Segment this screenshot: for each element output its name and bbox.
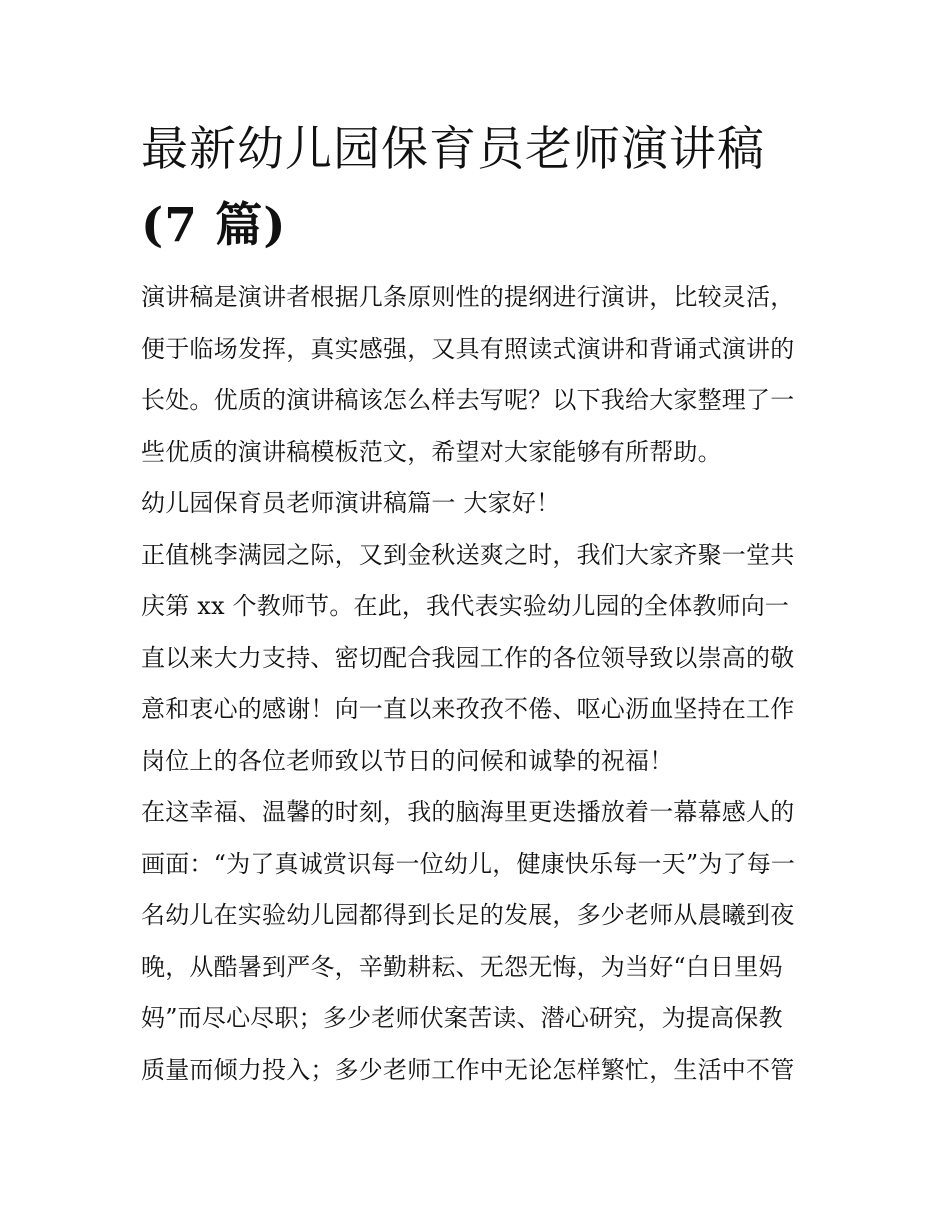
text-line: 庆第 xx 个教师节。在此，我代表实验幼儿园的全体教师向一 <box>141 592 790 620</box>
text-line: 晚，从酷暑到严冬，辛勤耕耘、无怨无悔，为当好“白日里妈 <box>141 952 783 981</box>
text-line: 便于临场发挥，真实感强，又具有照读式演讲和背诵式演讲的 <box>141 334 795 363</box>
document-body <box>141 272 821 1096</box>
intro-paragraph <box>141 272 821 478</box>
text-line: 正值桃李满园之际，又到金秋送爽之时，我们大家齐聚一堂共 <box>141 540 795 569</box>
document-content <box>141 112 821 1096</box>
text-line: 幼儿园保育员老师演讲稿篇一 大家好！ <box>141 489 561 517</box>
text-line: 名幼儿在实验幼儿园都得到长足的发展，多少老师从晨曦到夜 <box>141 901 795 929</box>
title-line: (7 篇) <box>141 198 287 253</box>
title-line: 最新幼儿园保育员老师演讲稿 <box>141 122 765 177</box>
body-paragraph <box>141 787 821 1096</box>
text-line: 在这幸福、温馨的时刻，我的脑海里更迭播放着一幕幕感人的 <box>141 798 795 826</box>
text-line: 意和衷心的感谢！向一直以来孜孜不倦、呕心沥血坚持在工作 <box>141 695 795 723</box>
text-line: 质量而倾力投入；多少老师工作中无论怎样繁忙，生活中不管 <box>141 1055 795 1084</box>
document-title <box>141 112 821 264</box>
text-line: 演讲稿是演讲者根据几条原则性的提纲进行演讲，比较灵活， <box>141 283 795 311</box>
text-line: 长处。优质的演讲稿该怎么样去写呢？以下我给大家整理了一 <box>141 386 795 414</box>
text-line: 岗位上的各位老师致以节日的问候和诚挚的祝福！ <box>141 746 674 775</box>
section-heading-paragraph <box>141 478 821 530</box>
body-paragraph <box>141 530 821 788</box>
text-line: 直以来大力支持、密切配合我园工作的各位领导致以崇高的敬 <box>141 643 795 672</box>
text-line: 些优质的演讲稿模板范文，希望对大家能够有所帮助。 <box>141 437 722 466</box>
text-line: 妈”而尽心尽职；多少老师伏案苦读、潜心研究，为提高保教 <box>141 1004 783 1032</box>
text-line: 画面：“为了真诚赏识每一位幼儿，健康快乐每一天”为了每一 <box>141 849 796 878</box>
